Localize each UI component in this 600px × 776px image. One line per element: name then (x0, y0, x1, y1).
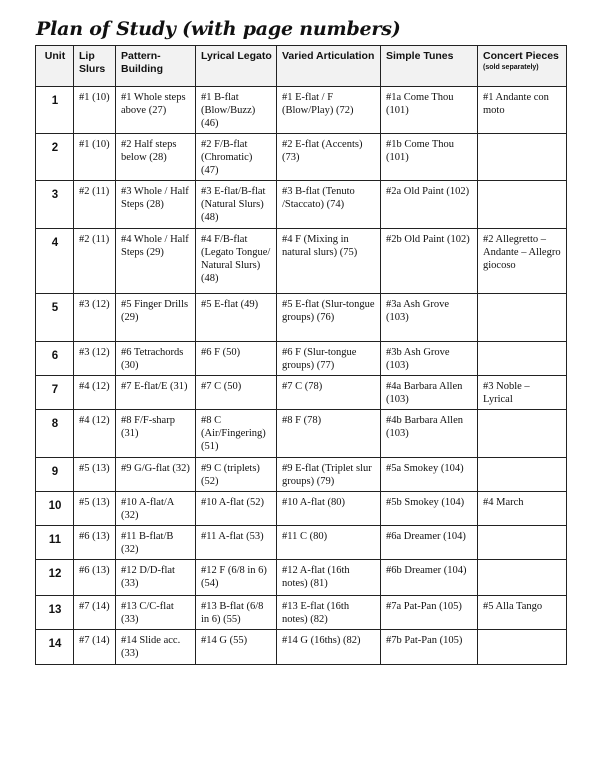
concert-pieces-cell (478, 458, 567, 492)
lyrical-legato-cell: #7 C (50) (196, 376, 277, 410)
unit-cell: 9 (36, 458, 74, 492)
varied-articulation-cell: #2 E-flat (Accents) (73) (277, 134, 381, 181)
pattern-building-cell: #2 Half steps below (28) (116, 134, 196, 181)
lyrical-legato-cell: #11 A-flat (53) (196, 526, 277, 560)
table-row (36, 458, 567, 492)
concert-pieces-cell (478, 560, 567, 596)
simple-tunes-cell: #6b Dreamer (104) (381, 560, 478, 596)
concert-pieces-cell (478, 410, 567, 458)
lyrical-legato-cell: #14 G (55) (196, 630, 277, 665)
header-row (36, 46, 567, 87)
varied-articulation-cell: #6 F (Slur-tongue groups) (77) (277, 342, 381, 376)
varied-articulation-cell: #8 F (78) (277, 410, 381, 458)
simple-tunes-cell: #7a Pat-Pan (105) (381, 596, 478, 630)
unit-cell: 14 (36, 630, 74, 665)
pattern-building-cell: #10 A-flat/A (32) (116, 492, 196, 526)
lyrical-legato-cell: #2 F/B-flat (Chromatic) (47) (196, 134, 277, 181)
pattern-building-cell: #9 G/G-flat (32) (116, 458, 196, 492)
varied-articulation-cell: #7 C (78) (277, 376, 381, 410)
simple-tunes-cell: #6a Dreamer (104) (381, 526, 478, 560)
simple-tunes-cell: #3a Ash Grove (103) (381, 294, 478, 342)
concert-pieces-cell (478, 526, 567, 560)
pattern-building-cell: #8 F/F-sharp (31) (116, 410, 196, 458)
simple-tunes-cell: #5a Smokey (104) (381, 458, 478, 492)
lip-slurs-cell: #2 (11) (74, 181, 116, 229)
lyrical-legato-cell: #3 E-flat/B-flat (Natural Slurs) (48) (196, 181, 277, 229)
unit-cell: 12 (36, 560, 74, 596)
unit-cell: 8 (36, 410, 74, 458)
header-lyrical-legato: Lyrical Legato (196, 46, 277, 87)
lyrical-legato-cell: #6 F (50) (196, 342, 277, 376)
table-row (36, 181, 567, 229)
simple-tunes-cell: #1a Come Thou (101) (381, 87, 478, 134)
simple-tunes-cell: #4a Barbara Allen (103) (381, 376, 478, 410)
unit-cell: 10 (36, 492, 74, 526)
table-row (36, 134, 567, 181)
concert-pieces-cell (478, 342, 567, 376)
varied-articulation-cell: #1 E-flat / F (Blow/Play) (72) (277, 87, 381, 134)
table-row (36, 596, 567, 630)
header-concert-pieces-label: Concert Pieces (483, 50, 559, 62)
lip-slurs-cell: #2 (11) (74, 229, 116, 294)
pattern-building-cell: #5 Finger Drills (29) (116, 294, 196, 342)
table-row (36, 87, 567, 134)
varied-articulation-cell: #9 E-flat (Triplet slur groups) (79) (277, 458, 381, 492)
table-row (36, 410, 567, 458)
unit-cell: 2 (36, 134, 74, 181)
unit-cell: 1 (36, 87, 74, 134)
lyrical-legato-cell: #13 B-flat (6/8 in 6) (55) (196, 596, 277, 630)
concert-pieces-cell (478, 181, 567, 229)
header-concert-pieces (478, 46, 567, 87)
unit-cell: 4 (36, 229, 74, 294)
concert-pieces-cell: #5 Alla Tango (478, 596, 567, 630)
table-row (36, 229, 567, 294)
lyrical-legato-cell: #10 A-flat (52) (196, 492, 277, 526)
lip-slurs-cell: #3 (12) (74, 342, 116, 376)
lyrical-legato-cell: #12 F (6/8 in 6) (54) (196, 560, 277, 596)
plan-of-study-table (35, 45, 567, 665)
simple-tunes-cell: #4b Barbara Allen (103) (381, 410, 478, 458)
table-row (36, 560, 567, 596)
lip-slurs-cell: #6 (13) (74, 526, 116, 560)
simple-tunes-cell: #7b Pat-Pan (105) (381, 630, 478, 665)
pattern-building-cell: #13 C/C-flat (33) (116, 596, 196, 630)
lip-slurs-cell: #6 (13) (74, 560, 116, 596)
unit-cell: 5 (36, 294, 74, 342)
unit-cell: 11 (36, 526, 74, 560)
page-title: Plan of Study (with page numbers) (36, 18, 401, 40)
pattern-building-cell: #4 Whole / Half Steps (29) (116, 229, 196, 294)
lyrical-legato-cell: #4 F/B-flat (Legato Tongue/ Natural Slurs) (48) (196, 229, 277, 294)
lip-slurs-cell: #5 (13) (74, 458, 116, 492)
concert-pieces-cell (478, 134, 567, 181)
lip-slurs-cell: #4 (12) (74, 376, 116, 410)
unit-cell: 3 (36, 181, 74, 229)
table-row (36, 630, 567, 665)
concert-pieces-cell: #2 Allegretto – Andante – Allegro giocoso (478, 229, 567, 294)
header-varied-articulation: Varied Articulation (277, 46, 381, 87)
concert-pieces-cell (478, 630, 567, 665)
concert-pieces-cell: #1 Andante con moto (478, 87, 567, 134)
pattern-building-cell: #6 Tetrachords (30) (116, 342, 196, 376)
varied-articulation-cell: #4 F (Mixing in natural slurs) (75) (277, 229, 381, 294)
header-pattern-building: Pattern-Building (116, 46, 196, 87)
lip-slurs-cell: #5 (13) (74, 492, 116, 526)
varied-articulation-cell: #12 A-flat (16th notes) (81) (277, 560, 381, 596)
concert-pieces-cell: #3 Noble – Lyrical (478, 376, 567, 410)
lyrical-legato-cell: #1 B-flat (Blow/Buzz) (46) (196, 87, 277, 134)
varied-articulation-cell: #3 B-flat (Tenuto /Staccato) (74) (277, 181, 381, 229)
concert-pieces-cell (478, 294, 567, 342)
lyrical-legato-cell: #5 E-flat (49) (196, 294, 277, 342)
header-unit: Unit (36, 46, 74, 87)
lyrical-legato-cell: #9 C (triplets) (52) (196, 458, 277, 492)
lip-slurs-cell: #1 (10) (74, 134, 116, 181)
header-lip-slurs: Lip Slurs (74, 46, 116, 87)
concert-pieces-cell: #4 March (478, 492, 567, 526)
unit-cell: 13 (36, 596, 74, 630)
varied-articulation-cell: #5 E-flat (Slur-tongue groups) (76) (277, 294, 381, 342)
varied-articulation-cell: #11 C (80) (277, 526, 381, 560)
varied-articulation-cell: #10 A-flat (80) (277, 492, 381, 526)
simple-tunes-cell: #1b Come Thou (101) (381, 134, 478, 181)
simple-tunes-cell: #3b Ash Grove (103) (381, 342, 478, 376)
table-row (36, 526, 567, 560)
simple-tunes-cell: #2b Old Paint (102) (381, 229, 478, 294)
table-row (36, 376, 567, 410)
unit-cell: 6 (36, 342, 74, 376)
lyrical-legato-cell: #8 C (Air/Fingering) (51) (196, 410, 277, 458)
table-row (36, 492, 567, 526)
pattern-building-cell: #7 E-flat/E (31) (116, 376, 196, 410)
lip-slurs-cell: #7 (14) (74, 596, 116, 630)
pattern-building-cell: #11 B-flat/B (32) (116, 526, 196, 560)
table-row (36, 342, 567, 376)
simple-tunes-cell: #2a Old Paint (102) (381, 181, 478, 229)
pattern-building-cell: #12 D/D-flat (33) (116, 560, 196, 596)
header-simple-tunes: Simple Tunes (381, 46, 478, 87)
pattern-building-cell: #1 Whole steps above (27) (116, 87, 196, 134)
pattern-building-cell: #3 Whole / Half Steps (28) (116, 181, 196, 229)
simple-tunes-cell: #5b Smokey (104) (381, 492, 478, 526)
varied-articulation-cell: #14 G (16ths) (82) (277, 630, 381, 665)
lip-slurs-cell: #4 (12) (74, 410, 116, 458)
varied-articulation-cell: #13 E-flat (16th notes) (82) (277, 596, 381, 630)
pattern-building-cell: #14 Slide acc. (33) (116, 630, 196, 665)
table-row (36, 294, 567, 342)
lip-slurs-cell: #1 (10) (74, 87, 116, 134)
unit-cell: 7 (36, 376, 74, 410)
lip-slurs-cell: #7 (14) (74, 630, 116, 665)
lip-slurs-cell: #3 (12) (74, 294, 116, 342)
header-concert-pieces-note: (sold separately) (483, 64, 539, 71)
table-body (36, 87, 567, 665)
